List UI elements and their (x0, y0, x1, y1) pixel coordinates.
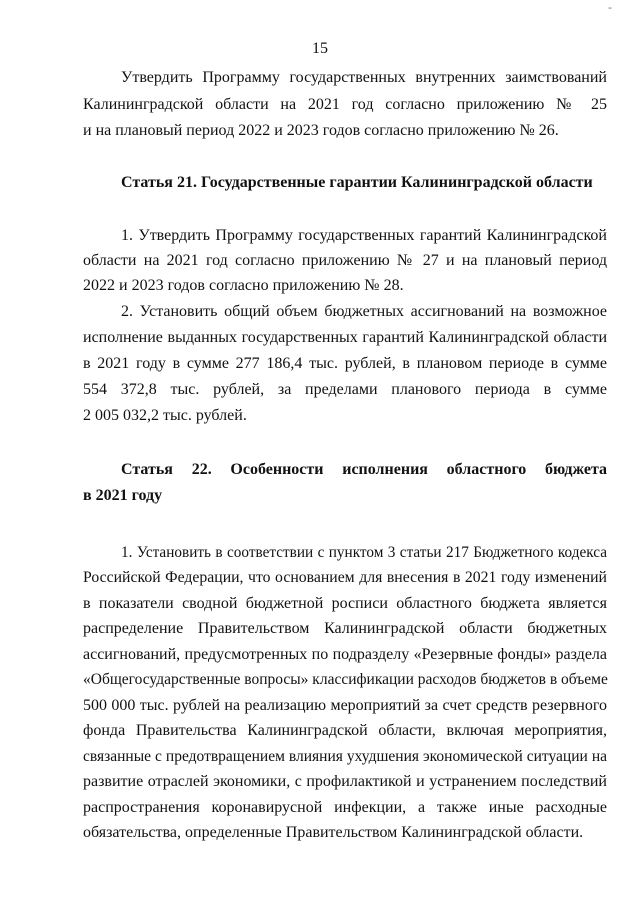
paragraph-line: 1. Установить в соответствии с пунктом 3 статьи 217 Бюджетного кодекса (121, 544, 607, 561)
paragraph-line: исполнение выданных государственных гарантий Калининградской области (83, 329, 607, 346)
paragraph-line: связанные с предотвращением влияния ухудшения экономической ситуации на (83, 748, 607, 765)
paragraph-line: в 2021 году в сумме 277 186,4 тыс. рублей, в плановом периоде в сумме (83, 355, 607, 372)
paragraph-line: Утвердить Программу государственных внутренних заимствований (121, 69, 607, 86)
paragraph-line: области на 2021 год согласно приложению № 27 и на плановый период (83, 252, 607, 269)
article-heading: Статья 22. Особенности исполнения областного бюджета (121, 461, 607, 478)
paragraph-line: 500 000 тыс. рублей на реализацию мероприятий за счет средств резервного (83, 697, 607, 714)
paragraph-line: распределение Правительством Калининградской области бюджетных (83, 620, 607, 637)
paragraph-line: и на плановый период 2022 и 2023 годов согласно приложению № 26. (83, 122, 559, 139)
paragraph-line: в показатели сводной бюджетной росписи областного бюджета является (83, 595, 607, 612)
paragraph-line: обязательства, определенные Правительством Калининградской области. (83, 824, 584, 841)
paragraph-line: распространения коронавирусной инфекции, а также иные расходные (83, 799, 607, 816)
top-mark: - (608, 0, 612, 14)
page-number: 15 (312, 40, 328, 57)
paragraph-line: 554 372,8 тыс. рублей, за пределами планового периода в сумме (83, 381, 607, 398)
paragraph-line: Калининградской области на 2021 год согласно приложению № 25 (83, 96, 607, 113)
paragraph-line: «Общегосударственные вопросы» классификации расходов бюджетов в объеме (83, 671, 608, 688)
paragraph-line: 2. Установить общий объем бюджетных ассигнований на возможное (121, 303, 607, 320)
article-heading: Статья 21. Государственные гарантии Калининградской области (121, 174, 593, 191)
paragraph-line: 2022 и 2023 годов согласно приложению № 28. (83, 277, 404, 294)
article-heading: в 2021 году (83, 487, 163, 504)
paragraph-line: 2 005 032,2 тыс. рублей. (83, 407, 247, 424)
paragraph-line: 1. Утвердить Программу государственных гарантий Калининградской (121, 227, 607, 244)
paragraph-line: развитие отраслей экономики, с профилактикой и устранением последствий (83, 773, 607, 790)
paragraph-line: ассигнований, предусмотренных по подразделу «Резервные фонды» раздела (83, 646, 607, 663)
paragraph-line: Российской Федерации, что основанием для внесения в 2021 году изменений (83, 569, 607, 586)
paragraph-line: фонда Правительства Калининградской области, включая мероприятия, (83, 722, 607, 739)
